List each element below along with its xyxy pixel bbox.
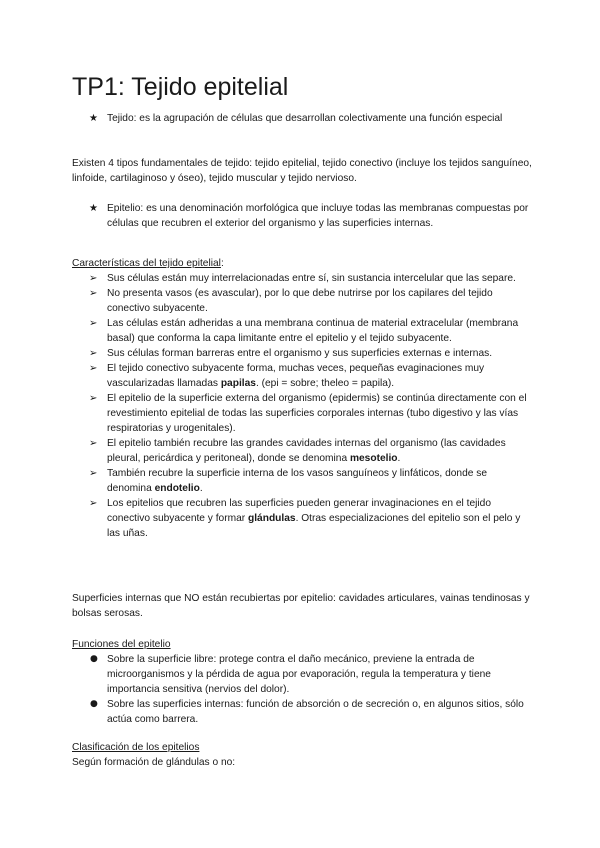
star-icon: ★	[89, 113, 98, 124]
list-item: ➢ Sus células forman barreras entre el organismo y sus superficies externas e internas.	[89, 348, 493, 359]
page-title: TP1: Tejido epitelial	[72, 73, 289, 101]
list-item: ● Sobre la superficie libre: protege contra el daño mecánico, previene la entrada de microorganismos y la pérdida de agua por evaporación, regula la temperatura y tiene importancia sensitiva (nervios del dolor).	[90, 654, 491, 695]
definition-text: Tejido: es la agrupación de células que desarrollan colectivamente una función especial	[107, 113, 503, 124]
section-heading: Clasificación de los epitelios	[72, 742, 200, 753]
caracteristicas-section	[72, 256, 532, 541]
arrow-bullet-icon: ➢	[89, 393, 98, 404]
list-item: ➢ El epitelio también recubre las grandes cavidades internas del organismo (las cavidades pleural, pericárdica y peritoneal), donde se denomina mesotelio.	[89, 438, 506, 464]
dot-bullet-icon: ●	[90, 699, 98, 709]
superficies-paragraph: Superficies internas que NO están recubiertas por epitelio: cavidades articulares, vainas tendinosas y bolsas serosas.	[72, 593, 530, 619]
definition-epitelio	[72, 201, 532, 231]
definition-tejido	[72, 111, 532, 126]
arrow-bullet-icon: ➢	[89, 288, 98, 299]
list-item: ➢ No presenta vasos (es avascular), por lo que debe nutrirse por los capilares del tejido conectivo subyacente.	[89, 288, 493, 314]
arrow-bullet-icon: ➢	[89, 438, 98, 449]
clasificacion-section	[72, 740, 532, 770]
definition-text: Epitelio: es una denominación morfológica que incluye todas las membranas compuestas por células que recubren el exterior del organismo y las superficies internas.	[107, 203, 529, 229]
section-heading: Características del tejido epitelial:	[72, 258, 224, 269]
arrow-bullet-icon: ➢	[89, 348, 98, 359]
list-item: ➢ Los epitelios que recubren las superficies pueden generar invaginaciones en el tejido conectivo subyacente y formar glándulas. Otras especializaciones del epitelio son el pelo y las uñas.	[89, 498, 521, 539]
arrow-bullet-icon: ➢	[89, 363, 98, 374]
list-item: ➢ El tejido conectivo subyacente forma, muchas veces, pequeñas evaginaciones muy vascularizadas llamadas papilas. (epi = sobre; theleo = papila).	[89, 363, 485, 389]
star-icon: ★	[89, 203, 98, 214]
funciones-section	[72, 637, 532, 727]
list-item: ➢ También recubre la superficie interna de los vasos sanguíneos y linfáticos, donde se denomina endotelio.	[89, 468, 487, 494]
dot-bullet-icon: ●	[90, 654, 98, 664]
list-item: ● Sobre las superficies internas: función de absorción o de secreción o, en algunos sitios, sólo actúa como barrera.	[90, 699, 524, 725]
tipos-paragraph: Existen 4 tipos fundamentales de tejido: tejido epitelial, tejido conectivo (incluye los tejidos sanguíneo, linfoide, cartilaginoso y óseo), tejido muscular y tejido nervioso.	[72, 158, 532, 184]
list-item: ➢ Sus células están muy interrelacionadas entre sí, sin sustancia intercelular que las separe.	[89, 273, 516, 284]
arrow-bullet-icon: ➢	[89, 468, 98, 479]
arrow-bullet-icon: ➢	[89, 273, 98, 284]
section-heading: Funciones del epitelio	[72, 639, 171, 650]
arrow-bullet-icon: ➢	[89, 498, 98, 509]
list-item: ➢ Las células están adheridas a una membrana continua de material extracelular (membrana basal) que conforma la capa limitante entre el epitelio y el tejido subyacente.	[89, 318, 519, 344]
clasificacion-line: Según formación de glándulas o no:	[72, 757, 236, 768]
arrow-bullet-icon: ➢	[89, 318, 98, 329]
list-item: ➢ El epitelio de la superficie externa del organismo (epidermis) se continúa directamente con el revestimiento epitelial de todas las superficies corporales internas (tubo digestivo y las vías respiratorias y urogenitales).	[89, 393, 527, 434]
